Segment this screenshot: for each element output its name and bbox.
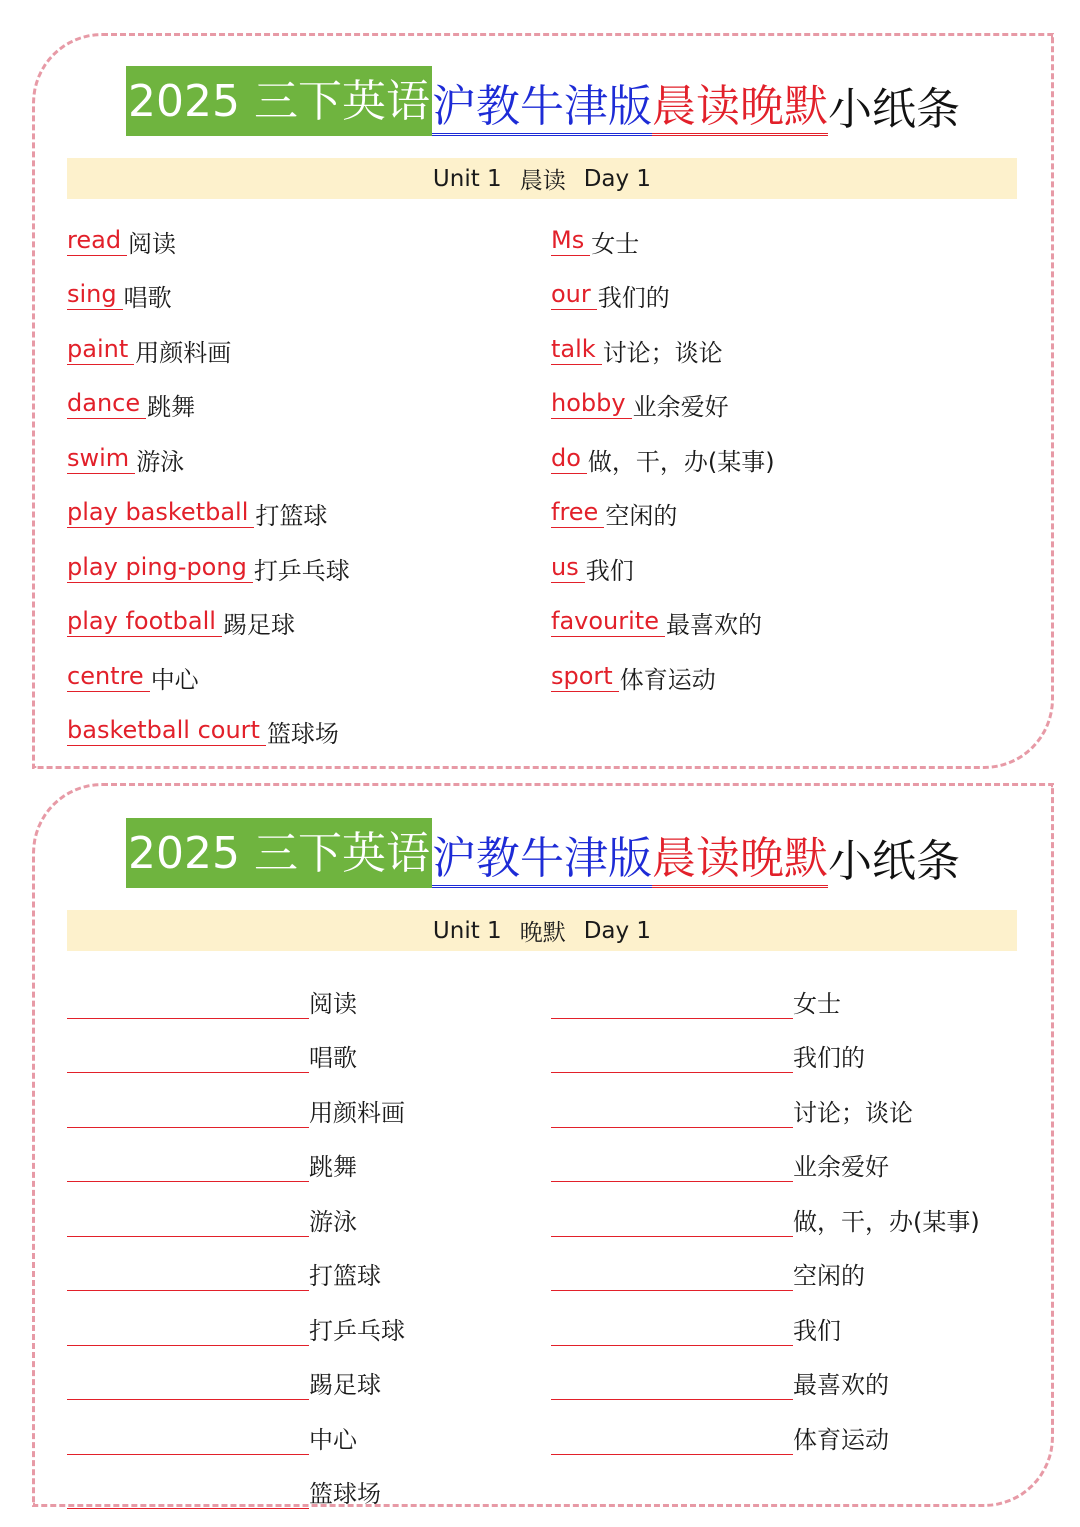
title-type: 晨读晚默 <box>652 823 828 888</box>
dictation-row <box>67 1184 405 1239</box>
dictation-meaning: 中心 <box>309 1425 357 1454</box>
answer-blank[interactable] <box>551 990 793 1019</box>
vocab-word: paint <box>67 336 134 365</box>
vocab-row <box>67 378 350 433</box>
unit-label: Unit 1 <box>432 917 502 944</box>
dictation-meaning: 跳舞 <box>309 1153 357 1182</box>
title-edition: 沪教牛津版 <box>432 71 652 136</box>
vocab-row <box>551 269 775 324</box>
dictation-row <box>67 1021 405 1076</box>
vocab-meaning: 中心 <box>150 665 199 694</box>
dictation-meaning: 业余爱好 <box>793 1153 889 1182</box>
page-title <box>35 66 1051 136</box>
vocab-meaning: 我们的 <box>597 284 670 313</box>
dictation-row <box>67 1402 405 1457</box>
dictation-row <box>67 1293 405 1348</box>
unit-bar <box>67 910 1017 951</box>
vocab-word: dance <box>67 390 146 419</box>
vocab-row <box>551 214 775 269</box>
dictation-meaning: 踢足球 <box>309 1371 381 1400</box>
answer-blank[interactable] <box>67 1480 309 1509</box>
vocab-word: swim <box>67 445 135 474</box>
vocab-meaning: 篮球场 <box>266 720 339 749</box>
morning-card <box>32 33 1054 769</box>
vocab-row <box>551 596 775 651</box>
vocab-meaning: 女士 <box>591 229 640 258</box>
vocab-meaning: 游泳 <box>136 447 185 476</box>
evening-card <box>32 783 1054 1507</box>
title-suffix: 小纸条 <box>827 84 960 135</box>
dictation-row <box>551 1293 980 1348</box>
vocab-list-right <box>551 214 775 705</box>
vocab-word: read <box>67 227 127 256</box>
dictation-meaning: 空闲的 <box>793 1262 865 1291</box>
vocab-row <box>67 323 350 378</box>
title-year: 2025 三下英语 <box>126 818 432 888</box>
answer-blank[interactable] <box>67 1208 309 1237</box>
vocab-meaning: 唱歌 <box>123 284 172 313</box>
dictation-list-right <box>551 966 980 1457</box>
dictation-row <box>551 1402 980 1457</box>
dictation-row <box>551 1348 980 1403</box>
dictation-row <box>67 1348 405 1403</box>
dictation-meaning: 最喜欢的 <box>793 1371 889 1400</box>
session-label: 晨读 <box>519 168 566 194</box>
answer-blank[interactable] <box>67 1317 309 1346</box>
title-suffix: 小纸条 <box>827 836 960 887</box>
dictation-meaning: 阅读 <box>309 989 357 1018</box>
vocab-row <box>67 487 350 542</box>
dictation-row <box>67 1457 405 1512</box>
dictation-meaning: 打乒乓球 <box>309 1316 405 1345</box>
vocab-word: talk <box>551 336 602 365</box>
vocab-word: play ping-pong <box>67 554 253 583</box>
dictation-row <box>67 1130 405 1185</box>
answer-blank[interactable] <box>67 1426 309 1455</box>
vocab-meaning: 业余爱好 <box>632 393 729 422</box>
answer-blank[interactable] <box>551 1099 793 1128</box>
answer-blank[interactable] <box>551 1426 793 1455</box>
dictation-meaning: 讨论；谈论 <box>793 1098 913 1127</box>
answer-blank[interactable] <box>551 1317 793 1346</box>
answer-blank[interactable] <box>551 1208 793 1237</box>
vocab-word: play football <box>67 608 222 637</box>
dictation-row <box>551 1075 980 1130</box>
vocab-row <box>551 650 775 705</box>
dictation-meaning: 女士 <box>793 989 841 1018</box>
dictation-meaning: 做，干，办(某事) <box>793 1207 980 1236</box>
vocab-row <box>67 214 350 269</box>
answer-blank[interactable] <box>67 1262 309 1291</box>
vocab-meaning: 阅读 <box>128 229 177 258</box>
vocab-word: free <box>551 499 604 528</box>
vocab-word: do <box>551 445 587 474</box>
vocab-row <box>551 323 775 378</box>
dictation-row <box>551 1130 980 1185</box>
title-type: 晨读晚默 <box>652 71 828 136</box>
vocab-row <box>551 432 775 487</box>
vocab-meaning: 打乒乓球 <box>253 556 350 585</box>
title-year: 2025 三下英语 <box>126 66 432 136</box>
dictation-row <box>551 1184 980 1239</box>
vocab-meaning: 做，干，办(某事) <box>587 447 775 476</box>
vocab-meaning: 讨论；谈论 <box>602 338 723 367</box>
vocab-row <box>67 269 350 324</box>
vocab-row <box>67 432 350 487</box>
answer-blank[interactable] <box>551 1371 793 1400</box>
vocab-meaning: 打篮球 <box>255 502 328 531</box>
vocab-meaning: 踢足球 <box>222 611 295 640</box>
dictation-meaning: 用颜料画 <box>309 1098 405 1127</box>
session-label: 晚默 <box>519 920 566 946</box>
vocab-row <box>67 705 350 760</box>
vocab-row <box>67 596 350 651</box>
vocab-word: hobby <box>551 390 632 419</box>
vocab-meaning: 最喜欢的 <box>665 611 762 640</box>
unit-label: Unit 1 <box>432 165 502 192</box>
dictation-meaning: 游泳 <box>309 1207 357 1236</box>
vocab-word: Ms <box>551 227 590 256</box>
vocab-meaning: 用颜料画 <box>135 338 232 367</box>
unit-bar <box>67 158 1017 199</box>
vocab-word: favourite <box>551 608 665 637</box>
vocab-row <box>551 541 775 596</box>
dictation-list-left <box>67 966 405 1511</box>
title-edition: 沪教牛津版 <box>432 823 652 888</box>
dictation-row <box>551 1021 980 1076</box>
answer-blank[interactable] <box>67 1371 309 1400</box>
vocab-row <box>67 541 350 596</box>
dictation-row <box>551 966 980 1021</box>
vocab-row <box>67 650 350 705</box>
dictation-meaning: 唱歌 <box>309 1044 357 1073</box>
answer-blank[interactable] <box>67 990 309 1019</box>
dictation-row <box>551 1239 980 1294</box>
vocab-meaning: 体育运动 <box>619 665 716 694</box>
vocab-word: centre <box>67 663 150 692</box>
vocab-meaning: 空闲的 <box>605 502 678 531</box>
dictation-meaning: 我们的 <box>793 1044 865 1073</box>
vocab-meaning: 我们 <box>585 556 634 585</box>
answer-blank[interactable] <box>551 1262 793 1291</box>
vocab-meaning: 跳舞 <box>147 393 196 422</box>
dictation-meaning: 我们 <box>793 1316 841 1345</box>
vocab-word: play basketball <box>67 499 254 528</box>
dictation-row <box>67 1075 405 1130</box>
vocab-word: our <box>551 281 597 310</box>
dictation-row <box>67 1239 405 1294</box>
vocab-word: basketball court <box>67 717 266 746</box>
answer-blank[interactable] <box>67 1044 309 1073</box>
dictation-meaning: 打篮球 <box>309 1262 381 1291</box>
day-label: Day 1 <box>583 165 652 192</box>
answer-blank[interactable] <box>551 1153 793 1182</box>
dictation-row <box>67 966 405 1021</box>
vocab-list-left <box>67 214 350 759</box>
vocab-row <box>551 487 775 542</box>
day-label: Day 1 <box>583 917 652 944</box>
answer-blank[interactable] <box>551 1044 793 1073</box>
dictation-meaning: 篮球场 <box>309 1480 381 1509</box>
dictation-meaning: 体育运动 <box>793 1425 889 1454</box>
vocab-word: sport <box>551 663 619 692</box>
answer-blank[interactable] <box>67 1153 309 1182</box>
vocab-word: sing <box>67 281 123 310</box>
vocab-row <box>551 378 775 433</box>
answer-blank[interactable] <box>67 1099 309 1128</box>
page-title <box>35 818 1051 888</box>
vocab-word: us <box>551 554 585 583</box>
